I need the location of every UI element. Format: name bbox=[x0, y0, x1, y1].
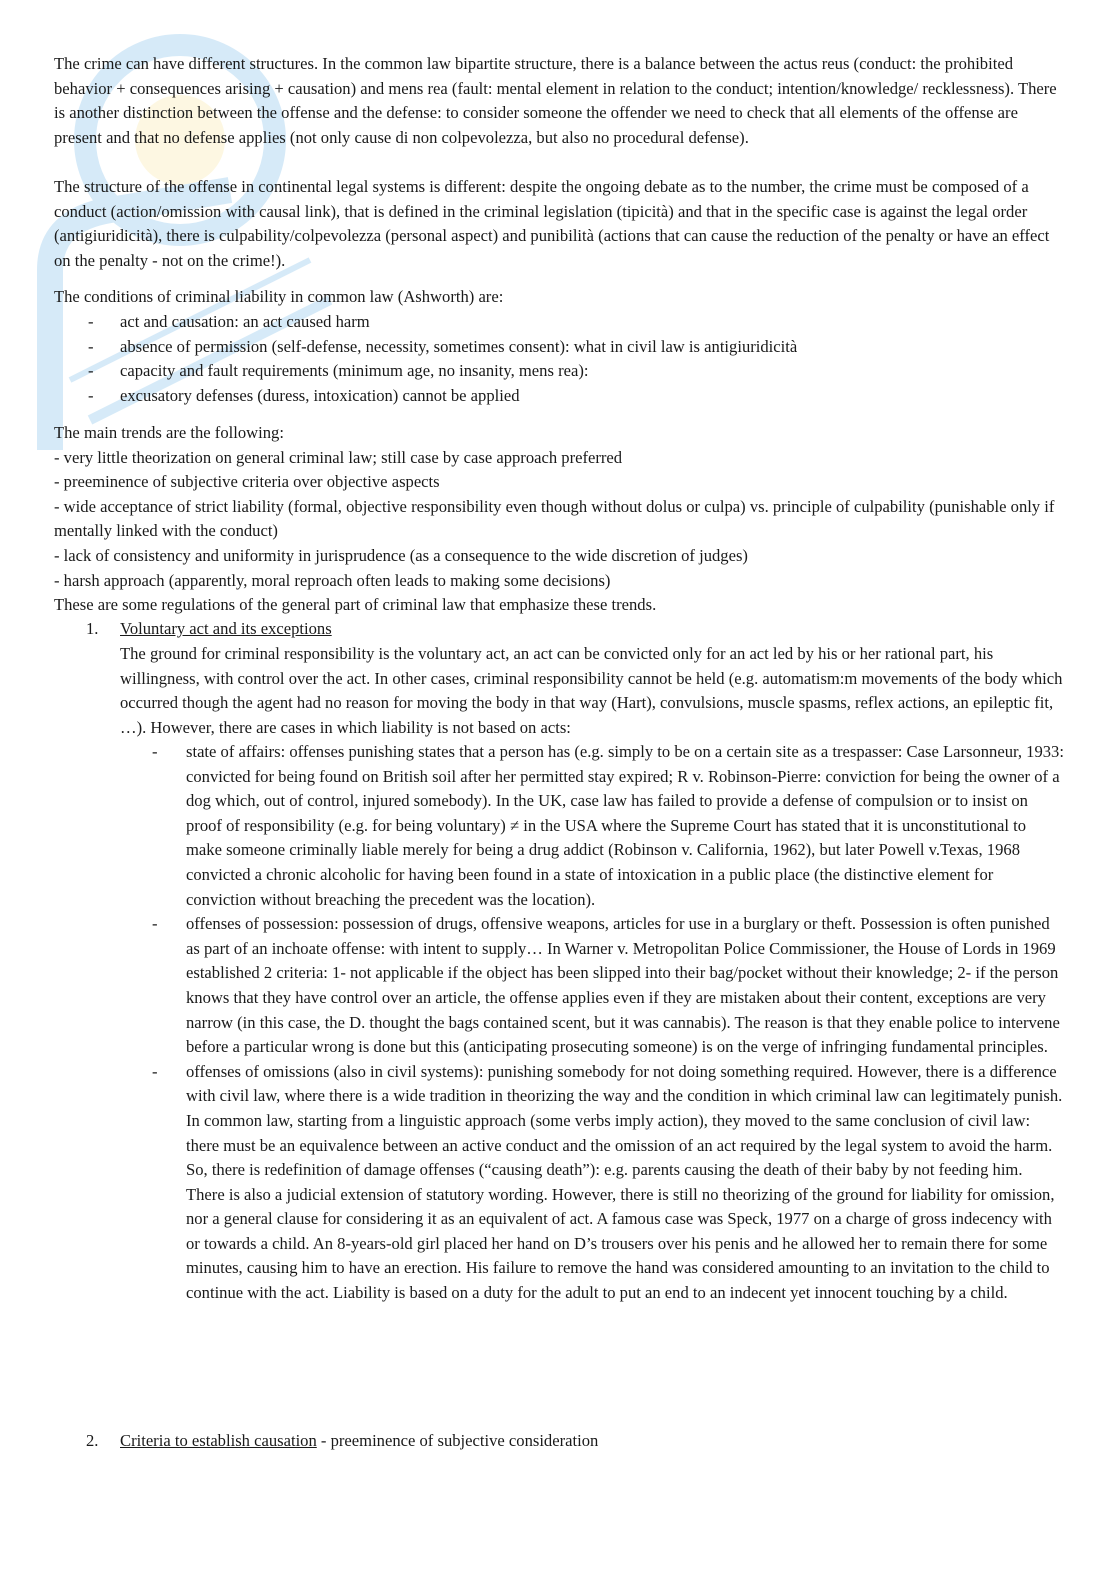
section-1-body: The ground for criminal responsibility is the voluntary act, an act can be convicted only for an act led by his or her rational part, his willingness, with control over the act. In other cases, criminal responsibility cannot be held (e.g. automatism:m movements of the body which occurred though the agent had no reason for moving the body in that way (Hart), convulsions, muscle spasms, reflex actions, an epileptic fit, …). However, there are cases in which liability is not based on acts: bbox=[120, 644, 1063, 737]
intro-paragraph-1: The crime can have different structures. In the common law bipartite structure, there is a balance between the actus reus (conduct: the prohibited behavior + consequences arising + causation) and mens rea (fault: mental element in relation to the conduct; intention/knowledge/ recklessness). There is another distinction between the offense and the defense: to consider someone the offender we need to check that all elements of the offense are present and that no defense applies (not only cause di non colpevolezza, but also no procedural defense). bbox=[54, 54, 1057, 147]
bullet-dash: - bbox=[152, 742, 158, 761]
bullet-dash: - bbox=[88, 312, 94, 331]
intro-paragraph-2: The structure of the offense in continental legal systems is different: despite the ongoing debate as to the number, the crime must be composed of a conduct (action/omission with causal link), that is defined in the criminal legislation (tipicità) and that in the specific case is against the legal order (antigiuridicità), there is culpability/colpevolezza (personal aspect) and punibilità (actions that can cause the reduction of the penalty or have an effect on the penalty - not on the crime!). bbox=[54, 177, 1050, 270]
list-item: - absence of permission (self-defense, necessity, sometimes consent): what in civil law is antigiuridicità bbox=[54, 335, 1064, 360]
trend-line: - very little theorization on general criminal law; still case by case approach preferred bbox=[54, 447, 623, 467]
section-title-suffix: - preeminence of subjective consideration bbox=[316, 1431, 599, 1450]
bullet-dash: - bbox=[152, 914, 158, 934]
bullet-dash: - bbox=[152, 1061, 158, 1081]
trend-line: - lack of consistency and uniformity in jurisprudence (as a consequence to the wide discretion of judges) bbox=[54, 545, 748, 565]
conditions-heading: The conditions of criminal liability in common law (Ashworth) are: bbox=[54, 287, 504, 306]
trends-closing: These are some regulations of the general part of criminal law that emphasize these trends. bbox=[54, 595, 657, 615]
list-item: - offenses of omissions (also in civil systems): punishing somebody for not doing something required. However, there is a difference with civil law, where there is a wide tradition in theorizing the way and the condition in which criminal law can legitimately punish. In common law, starting from a linguistic approach (some verbs imply action), they moved to the same conclusion of civil law: there must be an equivalence between an active conduct and the omission of an act required by the legal system to avoid the harm. So, there is redefinition of damage offenses (“causing death”): e.g. parents causing the death of their baby by not feeding him. There is also a judicial extension of statutory wording. However, there is still no theorizing of the ground for liability for omission, nor a general clause for considering it as an equivalent of act. A famous case was Speck, 1977 on a charge of gross indecency with or towards a child. An 8-years-old girl placed her hand on D’s trousers over his penis and he allowed her to remain there for some minutes, causing him to have an erection. His failure to remove the hand was considered amounting to an invitation to the child to continue with the act. Liability is based on a duty for the adult to put an end to an indecent yet innocent touching by a child. bbox=[152, 1061, 1063, 1303]
list-item: - offenses of possession: possession of drugs, offensive weapons, articles for use in a burglary or theft. Possession is often punished as part of an inchoate offense: with intent to supply… In Warner v. Metropolitan Police Commissioner, the House of Lords in 1969 established 2 criteria: 1- not applicable if the object has been slipped into their bag/pocket without their knowledge; 2- if the person knows that they have control over an article, the offense applies even if they are mistaken about their content, exceptions are very narrow (in this case, the D. thought the bags contained scent, but it was cannabis). The reason is that they enable police to intervene before a particular wrong is done but this (anticipating prosecuting someone) is on the verge of infringing fundamental principles. bbox=[152, 914, 1060, 1057]
list-item: - act and causation: an act caused harm bbox=[54, 310, 1064, 335]
trend-line: - preeminence of subjective criteria over objective aspects bbox=[54, 472, 440, 492]
section-number: 2. bbox=[86, 1431, 99, 1450]
section-title: Voluntary act and its exceptions bbox=[120, 619, 332, 638]
bullet-dash: - bbox=[88, 361, 94, 381]
section-number: 1. bbox=[86, 619, 99, 638]
list-item: - capacity and fault requirements (minimum age, no insanity, mens rea): bbox=[54, 359, 1064, 384]
section-2-heading bbox=[54, 1429, 1064, 1454]
trend-line: - harsh approach (apparently, moral reproach often leads to making some decisions) bbox=[54, 570, 611, 590]
bullet-dash: - bbox=[88, 336, 94, 356]
section-1-heading bbox=[54, 617, 1064, 642]
bullet-dash: - bbox=[88, 385, 94, 405]
section-1-subitems bbox=[120, 740, 1064, 1306]
trends-heading: The main trends are the following: bbox=[54, 423, 284, 442]
conditions-list bbox=[54, 310, 1064, 408]
list-item: - excusatory defenses (duress, intoxication) cannot be applied bbox=[54, 384, 1064, 409]
trends-section bbox=[54, 421, 1064, 618]
section-title: Criteria to establish causation bbox=[120, 1431, 317, 1450]
trend-line: - wide acceptance of strict liability (formal, objective responsibility even though without dolus or culpa) vs. principle of culpability (punishable only if mentally linked with the conduct) bbox=[54, 496, 1055, 541]
list-item: - state of affairs: offenses punishing states that a person has (e.g. simply to be on a certain site as a trespasser: Case Larsonneur, 1933: convicted for being found on British soil after her permitted stay expired; R v. Robinson-Pierre: conviction for being the owner of a dog which, out of control, injured somebody). In the UK, case law has failed to provide a defense of compulsion or to insist on proof of responsibility (e.g. for being voluntary) ≠ in the USA where the Supreme Court has stated that it is unconstitutional to make someone criminally liable merely for being a drug addict (Robinson v. California, 1962), but later Powell v.Texas, 1968 convicted a chronic alcoholic for having been found in a state of intoxication in a public place (the distinctive element for conviction without breaching the precedent was the location). bbox=[152, 742, 1064, 909]
